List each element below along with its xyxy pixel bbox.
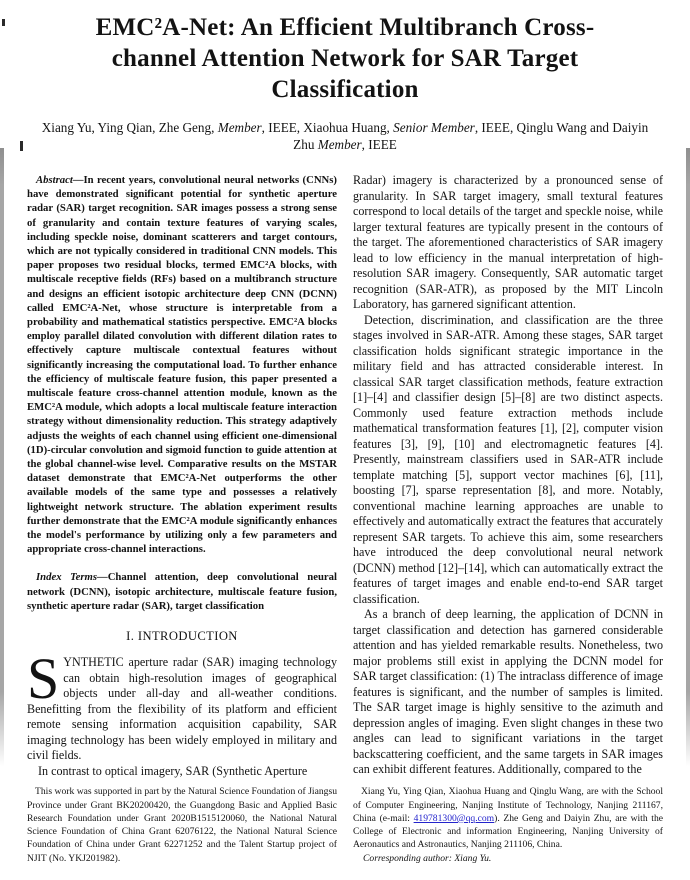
member-designation: Senior Member <box>393 120 475 135</box>
scan-ink-speck <box>2 19 5 26</box>
paper-title <box>0 12 690 105</box>
intro-paragraph-2: In contrast to optical imagery, SAR (Synthetic Aperture <box>38 763 308 778</box>
affiliation-footnote-text <box>353 785 663 851</box>
scan-artifact-right-bar <box>686 148 690 766</box>
member-designation: Member <box>317 137 362 152</box>
two-column-body <box>0 173 690 869</box>
member-designation: Member <box>217 120 262 135</box>
author-line <box>35 119 655 153</box>
index-terms-paragraph <box>27 570 337 613</box>
affiliation-text-pre: Xiang Yu, Ying Qian, Xiaohua Huang and Qinglu Wang, are with the School of Computer Engineering, Nanjing Institute of Technology, Nanjing 211167, China (e-mail: <box>353 786 663 824</box>
right-column <box>353 173 663 869</box>
index-terms-text: Channel attention, deep convolutional neural network (DCNN), isotopic architecture, multiscale feature fusion, synthetic aperture radar (SAR), target classification <box>27 571 337 612</box>
left-column <box>27 173 337 869</box>
corresponding-author-note: Corresponding author: Xiang Yu. <box>363 852 492 864</box>
funding-footnote-text: This work was supported in part by the Natural Science Foundation of Jiangsu Province under Grant BK20200420, the Guangdong Basic and Applied Basic Research Foundation under Grant 2020B1515120060, the National Natural Science Foundation of China Grant 62076122, the National Natural Science Foundation of China under Grant 62271252 and the Talent Startup project of NJIT (No. YKJ201982). <box>27 786 337 864</box>
intro-paragraph-1-text: YNTHETIC aperture radar (SAR) imaging technology can obtain high-resolution images of geographical objects under all-day and all-weather conditions. Benefitting from the flexibility of its platform and efficient remote sensing information acquisition capability, SAR imaging technology has been widely employed in military and civil fields. <box>27 655 337 763</box>
affiliation-text-post: ). Zhe Geng and Daiyin Zhu, are with the College of Electronic and information Engineering, Nanjing University of Aeronautics and Astronautics, Nanjing 211106, China. <box>353 812 663 851</box>
abstract-text: In recent years, convolutional neural networks (CNNs) have demonstrated significant potential for synthetic aperture radar (SAR) target recognition. SAR images possess a strong sense of granularity and contain texture features of varying scales, including speckle noise, dominant scatterers and target contours, which are not typically considered in traditional CNN models. This paper proposes two residual blocks, termed EMC²A blocks, with multiscale receptive fields (RFs) based on a multibranch structure and designs an efficient isotopic architecture deep CNN (DCNN) called EMC²A-Net, whose structure is interpretable from a probability and mathematical statistics perspective. EMC²A blocks employ parallel dilated convolution with different dilation rates to effectively capture multiscale contextual features without significantly increasing the computational load. To further enhance the efficiency of multiscale feature fusion, this paper presented a multiscale feature cross-channel attention module, known as the EMC²A module, which adopts a local multiscale feature interaction strategy without dimensionality reduction. This strategy adaptively adjusts the weights of each channel using efficient one-dimensional (1D)-circular convolution and sigmoid function to guide attention at the global channel-wise level. Comparative results on the MSTAR dataset demonstrate that EMC²A-Net outperforms the other available models of the same type and possesses a relatively lightweight network structure. The ablation experiment results further demonstrate that the EMC²A module significantly enhances the model's performance by utilizing only a few parameters and appropriate cross-channel interactions. <box>27 174 337 556</box>
body-paragraph-stages: Detection, discrimination, and classification are the three stages involved in SAR-ATR. Among these stages, SAR target classification holds significant strategic importance in the military field and has attracted considerable interest. In classical SAR target classification methods, feature extraction [1]–[4] and classifier design [5]–[8] are two distinct aspects. Commonly used feature extraction methods include mathematical transformation features [1], [2], computer vision features [3], [9], [10] and electromagnetic features [4]. Presently, mainstream classifiers used in SAR-ATR include template matching [5], support vector machines [6], [11], boosting [7], sparse representation [8], and more. Notably, conventional machine learning approaches are unable to effectively and automatically extract the features that accurately represent SAR targets. To achieve this aim, some researchers have introduced the deep convolutional neural network (DCNN) method [12]–[14], which can automatically extract the features of target images and enable end-to-end SAR target classification. <box>353 312 663 606</box>
section-heading-introduction: I. INTRODUCTION <box>126 629 238 644</box>
abstract-paragraph <box>27 173 337 556</box>
funding-footnote <box>27 785 337 869</box>
index-terms-label: Index Terms— <box>36 571 108 584</box>
email-link[interactable]: 419781300@qq.com <box>413 812 495 824</box>
paper-title-line: EMC²A-Net: An Efficient Multibranch Cross- <box>95 14 595 41</box>
scan-ink-speck <box>20 141 23 151</box>
paper-title-line: channel Attention Network for SAR Target <box>111 45 579 72</box>
intro-paragraph-1 <box>27 646 337 764</box>
drop-cap: S <box>27 646 60 712</box>
body-paragraph-continuation: Radar) imagery is characterized by a pronounced sense of granularity. In SAR target imagery, small textural features correspond to local details of the target and speckle noise, while larger textural features are typically present in the contours of the target. The aforementioned characteristics of SAR imagery lead to low efficiency in the manual interpretation of high-resolution SAR imagery. Consequently, SAR automatic target recognition (SAR-ATR), as proposed by the MIT Lincoln Laboratory, has garnered significant attention. <box>353 173 663 311</box>
paper-title-line: Classification <box>271 76 419 103</box>
author-names: , IEEE, Qinglu Wang and Daiyin Zhu <box>293 120 649 152</box>
author-names: , IEEE <box>361 137 397 152</box>
author-names: , IEEE, Xiaohua Huang, <box>261 120 394 135</box>
abstract-label: Abstract— <box>36 174 84 186</box>
scan-artifact-left-bar <box>0 148 4 766</box>
affiliation-footnote <box>353 785 663 869</box>
body-paragraph-dcnn: As a branch of deep learning, the application of DCNN in target classification and detection has garnered considerable attention and has yielded remarkable results. Nonetheless, two major problems still exist in applying the DCNN model for SAR target classification: (1) The intraclass difference of image features is significant, and the number of samples is limited. The SAR target image is highly sensitive to the azimuth and depression angles of imaging. Even slight changes in these two angles can lead to significant variations in the target backscattering coefficient, and the same targets in SAR images can exhibit different features. Additionally, compared to the <box>353 607 663 776</box>
author-names: Xiang Yu, Ying Qian, Zhe Geng, <box>41 120 218 135</box>
